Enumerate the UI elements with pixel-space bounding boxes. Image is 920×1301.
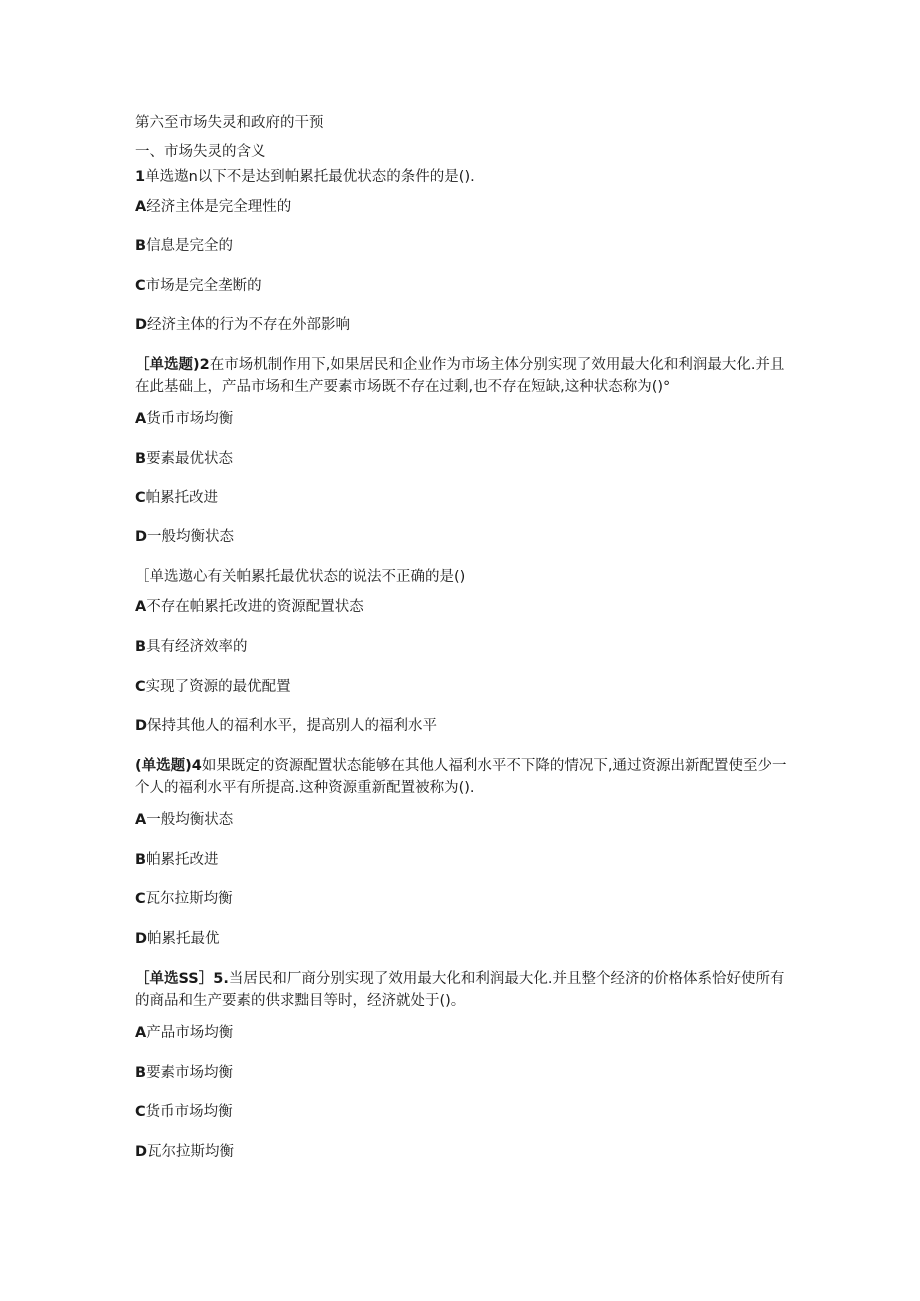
question-1-option-a: A经济主体是完全理性的 [135,199,292,215]
question-3-option-a: A不存在帕累托改进的资源配置状态 [135,599,364,615]
question-5-option-a: A产品市场均衡 [135,1025,234,1041]
question-3-option-b: B具有经济效率的 [135,639,248,655]
question-5-option-d: D瓦尔拉斯均衡 [135,1144,235,1160]
question-number: 1 [135,169,146,185]
question-number: (单选题)4 [135,758,202,774]
question-text: 当居民和厂商分别实现了效用最大化和利润最大化.并且整个经济的价格体系恰好使所有的商品和生产要素的供求黜目等时，经济就处于()。 [135,971,785,1009]
question-number: ［单选题)2 [135,357,210,373]
question-text: 有关帕累托最优状态的说法不正确的是() [207,569,466,585]
document-title: 第六至市场失灵和政府的干预 [135,115,324,131]
question-4-option-d: D帕累托最优 [135,931,220,947]
question-number: ［单选SS］5. [135,971,229,987]
question-4-option-c: C瓦尔拉斯均衡 [135,891,233,907]
question-2-option-a: A货币市场均衡 [135,411,234,427]
question-2-option-d: D一般均衡状态 [135,529,235,545]
question-text: 在市场机制作用下,如果居民和企业作为市场主体分别实现了效用最大化和利润最大化.并且在此基础上，产品市场和生产要素市场既不存在过剩,也不存在短缺,这种状态称为()° [135,357,785,395]
question-text: 单选遨n以下不是达到帕累托最优状态的条件的是(). [145,169,475,185]
question-2-option-c: C帕累托改进 [135,490,219,506]
question-3-stem [135,567,465,587]
question-4-option-a: A一般均衡状态 [135,812,234,828]
question-1-option-c: C市场是完全垄断的 [135,278,262,294]
question-3-option-c: C实现了资源的最优配置 [135,679,291,695]
question-5-option-c: C货币市场均衡 [135,1104,233,1120]
question-1-option-d: D经济主体的行为不存在外部影响 [135,317,351,333]
question-5-option-b: B要素市场均衡 [135,1065,234,1081]
question-4-option-b: B帕累托改进 [135,852,219,868]
question-2-option-b: B要素最优状态 [135,451,234,467]
question-1-stem [135,167,475,187]
question-text: 如果既定的资源配置状态能够在其他人福利水平不下降的情况下,通过资源出新配置使至少一个人的福利水平有所提高.这种资源重新配置被称为(). [135,758,787,796]
question-2-stem [135,354,790,398]
question-number: ［单选遨心 [135,569,208,585]
question-3-option-d: D保持其他人的福利水平，提高别人的福利水平 [135,718,438,734]
question-5-stem [135,968,790,1012]
question-4-stem [135,755,790,799]
question-1-option-b: B信息是完全的 [135,238,234,254]
section-heading: 一、市场失灵的含义 [135,144,266,160]
